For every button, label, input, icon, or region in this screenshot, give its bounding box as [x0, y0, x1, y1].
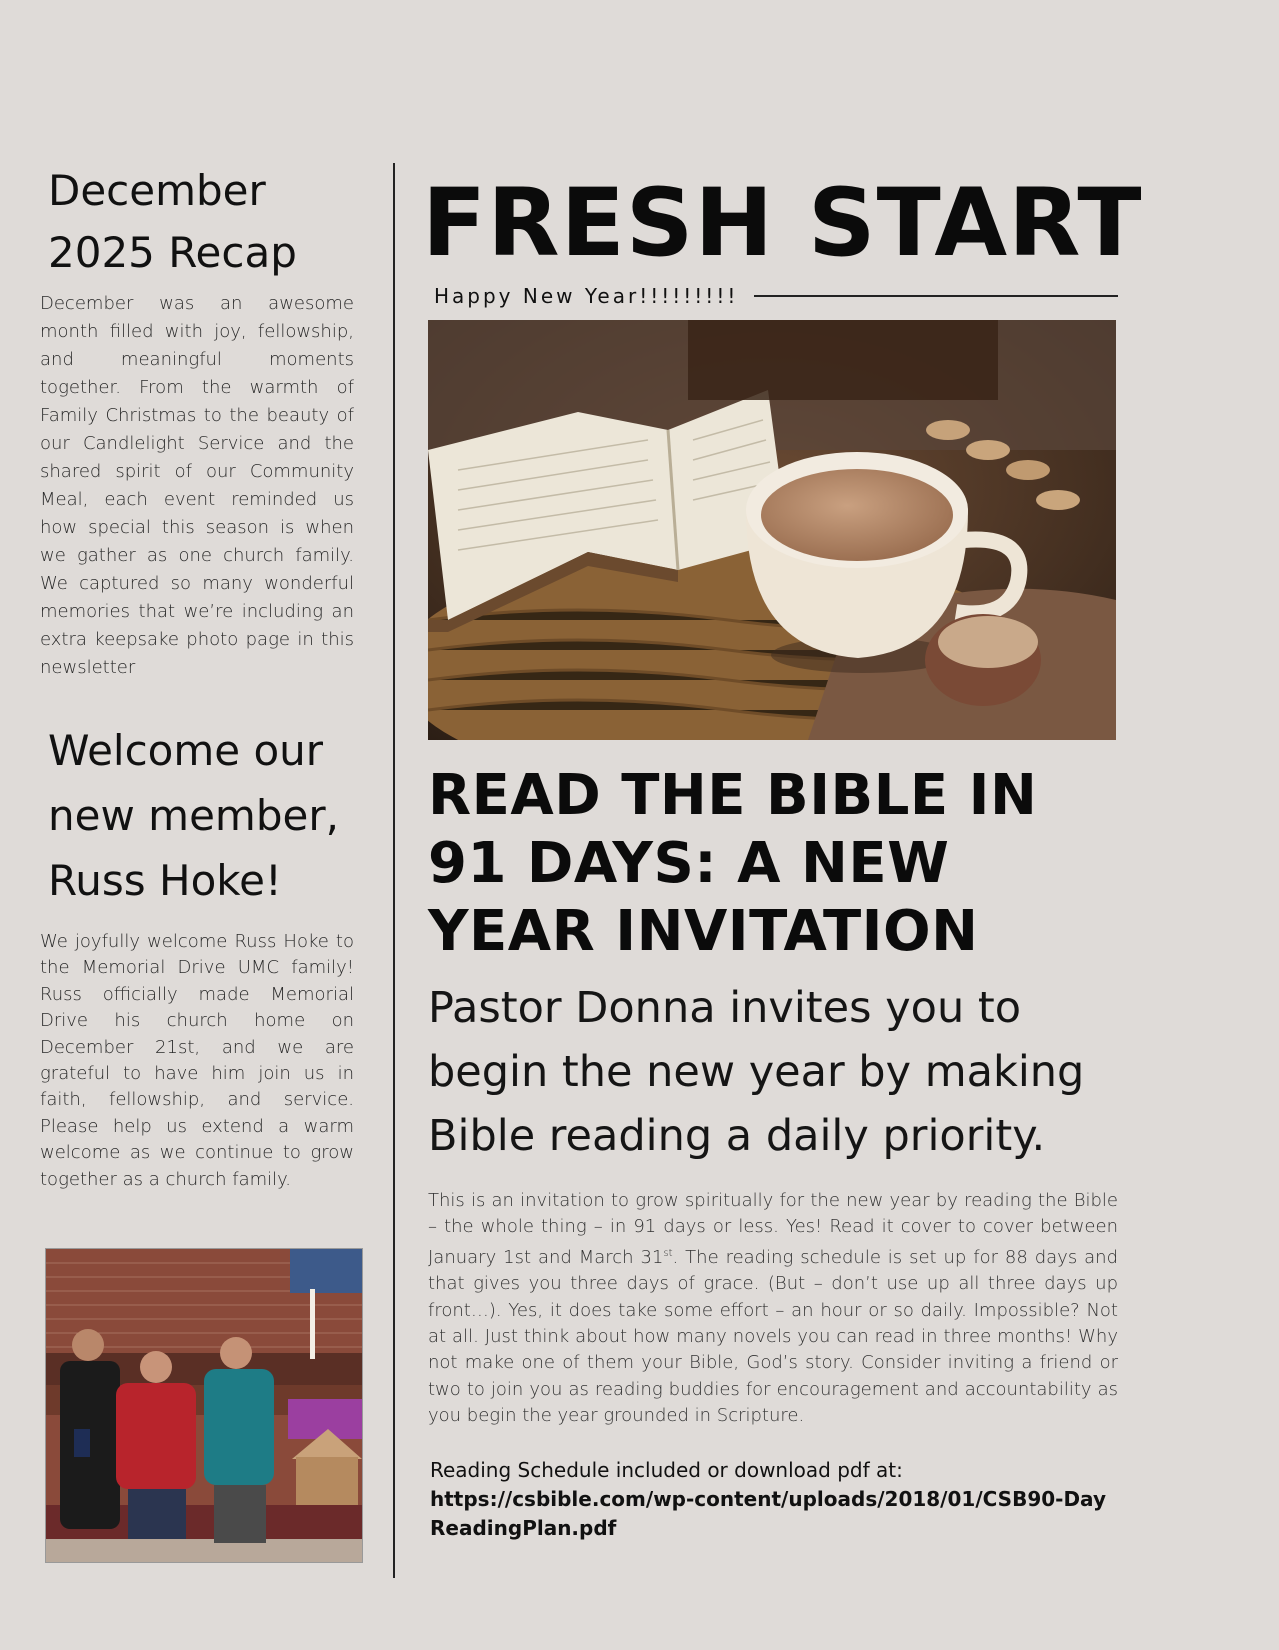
- masthead-title: FRESH START: [422, 169, 1143, 278]
- schedule-label: Reading Schedule included or download pdf at:: [430, 1457, 903, 1482]
- article-body-part2: . The reading schedule is set up for 88 days and that gives you three days of grace. (But – don’t use up all three days up front…). Yes, it does take some effort – an hour or so daily. Impossible? Not at all. Just think about how many novels you can read in three months! Why not make one of them your Bible, God’s story. Consider inviting a friend or two to join you as reading buddies for encouragement and accountability as you begin the year grounded in Scripture.: [428, 1246, 1118, 1427]
- hero-photo-bible-coffee: [428, 320, 1116, 740]
- welcome-title: Welcome our new member, Russ Hoke!: [48, 726, 339, 905]
- column-divider: [393, 163, 395, 1578]
- right-column: [422, 168, 1143, 1543]
- recap-body: December was an awesome month filled with joy, fellowship, and meaningful moments together. From the warmth of Family Christmas to the beauty of our Candlelight Service and the shared spirit of our Community Meal, each event reminded us how special this season is when we gather as one church family. We captured so many wonderful memories that we’re including an extra keepsake photo page in this newsletter: [40, 293, 354, 678]
- welcome-body: We joyfully welcome Russ Hoke to the Memorial Drive UMC family! Russ officially made Memorial Drive his church home on December 21st, and we are grateful to have him join us in faith, fellowship, and service. Please help us extend a warm welcome as we continue to grow together as a church family.: [40, 931, 354, 1190]
- new-member-photo: [45, 1248, 363, 1563]
- tagline-rule: [754, 295, 1118, 297]
- article-body-part1: This is an invitation to grow spiritually for the new year by reading the Bible – the whole thing – in 91 days or less. Yes! Read it cover to cover between January 1st and March 31: [428, 1190, 1118, 1268]
- recap-title: December 2025 Recap: [48, 166, 297, 277]
- article-body: [428, 1188, 1118, 1430]
- tagline-row: [428, 284, 1118, 308]
- schedule-url-link[interactable]: https://csbible.com/wp-content/uploads/2018/01/CSB90-DayReadingPlan.pdf: [430, 1486, 1106, 1540]
- tagline: Happy New Year!!!!!!!!!: [434, 284, 739, 308]
- article-subhead: Pastor Donna invites you to begin the new year by making Bible reading a daily priority.: [428, 983, 1085, 1161]
- article-body-superscript: st: [663, 1247, 673, 1259]
- article-headline: READ THE BIBLE IN 91 DAYS: A NEW YEAR INVITATION: [428, 763, 1038, 964]
- left-column: [40, 160, 354, 1193]
